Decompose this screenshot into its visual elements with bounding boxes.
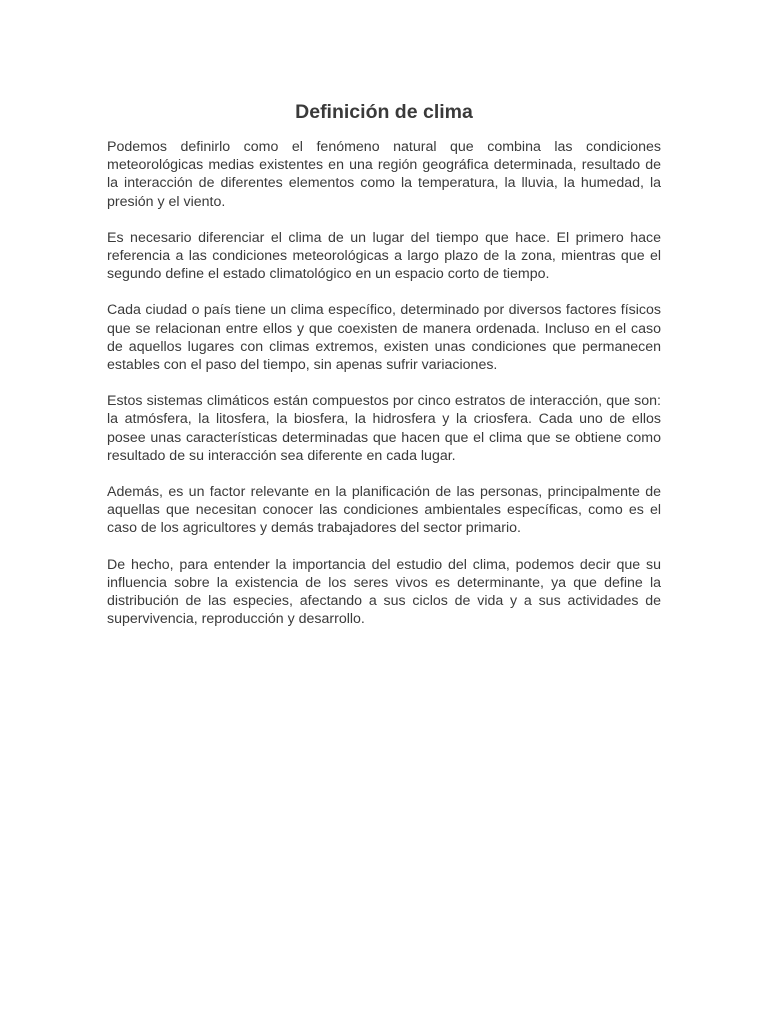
paragraph: Es necesario diferenciar el clima de un lugar del tiempo que hace. El primero hace referencia a las condiciones meteorológicas a largo plazo de la zona, mientras que el segundo define el estado climatológico en un espacio corto de tiempo. <box>107 229 661 283</box>
paragraph: Además, es un factor relevante en la planificación de las personas, principalmente de aquellas que necesitan conocer las condiciones ambientales específicas, como es el caso de los agricultores y demás trabajadores del sector primario. <box>107 484 661 537</box>
paragraph: De hecho, para entender la importancia del estudio del clima, podemos decir que su influencia sobre la existencia de los seres vivos es determinante, ya que define la distribución de las especies, afectando a sus ciclos de vida y a sus actividades de supervivencia, reproducción y desarrollo. <box>107 556 661 628</box>
document-title: Definición de clima <box>295 101 473 123</box>
paragraph: Cada ciudad o país tiene un clima específico, determinado por diversos factores físicos que se relacionan entre ellos y que coexisten de manera ordenada. Incluso en el caso de aquellos lugares con climas extremos, existen unas condiciones que permanecen estables con el paso del tiempo, sin apenas sufrir variaciones. <box>107 302 661 374</box>
paragraph: Podemos definirlo como el fenómeno natural que combina las condiciones meteorológicas medias existentes en una región geográfica determinada, resultado de la interacción de diferentes elementos como la temperatura, la lluvia, la humedad, la presión y el viento. <box>107 139 661 210</box>
paragraph: Estos sistemas climáticos están compuestos por cinco estratos de interacción, que son: la atmósfera, la litosfera, la biosfera, la hidrosfera y la criosfera. Cada uno de ellos posee unas características determinadas que hacen que el clima que se obtiene como resultado de su interacción sea diferente en cada lugar. <box>107 393 661 464</box>
document-page <box>107 100 661 646</box>
